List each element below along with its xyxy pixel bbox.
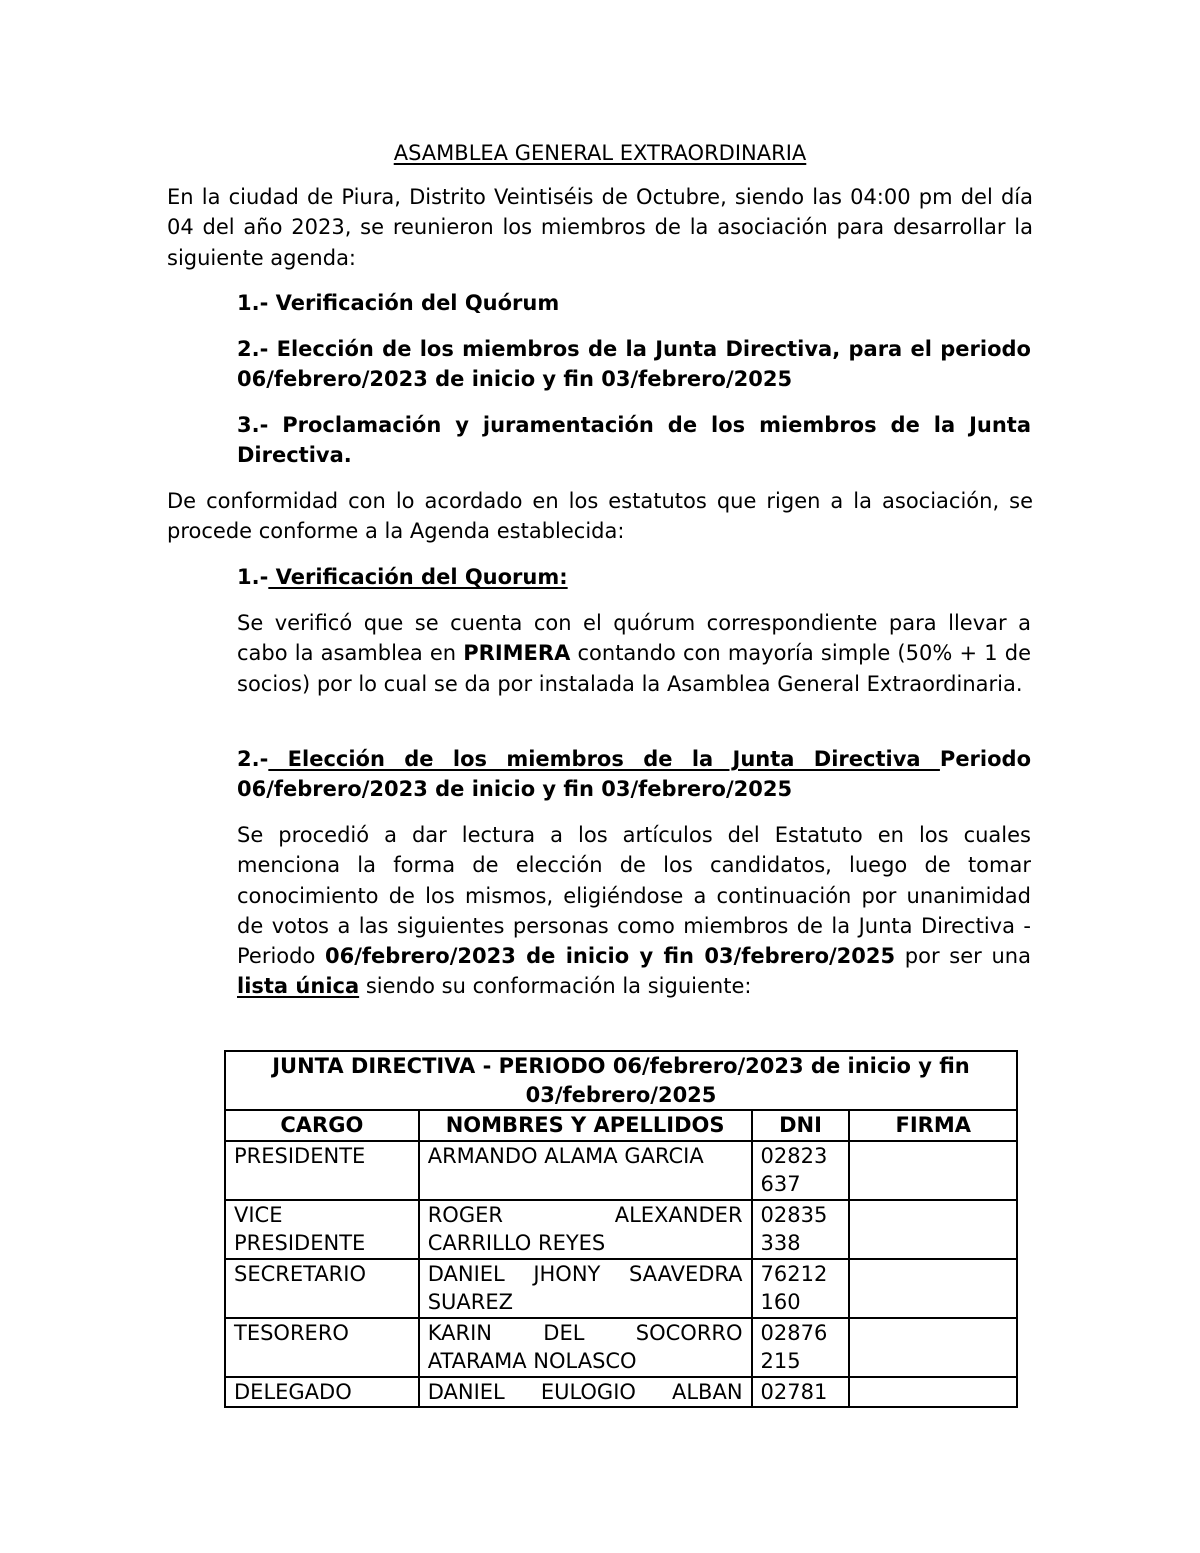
section1-number: 1.- — [237, 565, 269, 589]
cell-nombre: ARMANDO ALAMA GARCIA — [419, 1141, 752, 1200]
document-title: ASAMBLEA GENERAL EXTRAORDINARIA — [393, 141, 807, 165]
header-nombres: NOMBRES Y APELLIDOS — [419, 1110, 752, 1141]
section1-title: Verificación del Quorum: — [268, 565, 568, 589]
table-row — [225, 1318, 1017, 1377]
section2-text-bold: 06/febrero/2023 de inicio y fin 03/febrero/2025 — [325, 944, 896, 969]
section1-heading — [237, 562, 1031, 592]
cell-dni: 02835 338 — [752, 1200, 850, 1259]
cell-cargo: PRESIDENTE — [225, 1141, 419, 1200]
cell-dni: 76212 160 — [752, 1259, 850, 1318]
cell-nombre: DANIEL JHONY SAAVEDRA SUAREZ — [419, 1259, 752, 1318]
table-row — [225, 1141, 1017, 1200]
conformidad-paragraph: De conformidad con lo acordado en los estatutos que rigen a la asociación, se procede conforme a la Agenda establecida: — [167, 489, 1033, 544]
cell-cargo: TESORERO — [225, 1318, 419, 1377]
section2-text-b: por ser una — [895, 944, 1031, 969]
agenda-item-1: 1.- Verificación del Quórum — [237, 291, 560, 315]
section2-paragraph — [237, 820, 1031, 1002]
cell-firma — [849, 1259, 1017, 1318]
section2-text-underline: lista única — [237, 974, 360, 999]
cell-nombre: ROGER ALEXANDER CARRILLO REYES — [419, 1200, 752, 1259]
cell-nombre: DANIEL EULOGIO ALBAN — [419, 1377, 752, 1408]
section2-title: Elección de los miembros de la Junta Directiva — [268, 747, 940, 771]
table-row — [225, 1259, 1017, 1318]
agenda-item-2: 2.- Elección de los miembros de la Junta Directiva, para el periodo 06/febrero/2023 de inicio y fin 03/febrero/2025 — [237, 337, 1031, 392]
section2-heading — [237, 744, 1031, 805]
section2-title-tail: Periodo 06/febrero/2023 de inicio y fin 03/febrero/2025 — [237, 747, 1031, 802]
header-firma: FIRMA — [849, 1110, 1017, 1141]
cell-nombre: KARIN DEL SOCORRO ATARAMA NOLASCO — [419, 1318, 752, 1377]
section2-text-a: Se procedió a dar lectura a los artículos del Estatuto en los cuales menciona la forma de elección de los candidatos, luego de tomar conocimiento de los mismos, eligiéndose a continuación por unanimidad de votos a las siguientes personas como miembros de la Junta Directiva - Periodo — [237, 823, 1031, 969]
table-header-row — [225, 1110, 1017, 1141]
table-row — [225, 1200, 1017, 1259]
cell-dni: 02823 637 — [752, 1141, 850, 1200]
section1-text-a: Se verificó que se cuenta con el quórum correspondiente para llevar a cabo la asamblea en — [237, 611, 1031, 666]
cell-firma — [849, 1318, 1017, 1377]
intro-paragraph: En la ciudad de Piura, Distrito Veintiséis de Octubre, siendo las 04:00 pm del día 04 del año 2023, se reunieron los miembros de la asociación para desarrollar la siguiente agenda: — [167, 185, 1033, 270]
cell-dni: 02876 215 — [752, 1318, 850, 1377]
cell-cargo: VICE PRESIDENTE — [225, 1200, 419, 1259]
table-caption-row — [225, 1051, 1017, 1110]
agenda-item-3: 3.- Proclamación y juramentación de los miembros de la Junta Directiva. — [237, 413, 1031, 468]
section2-number: 2.- — [237, 747, 269, 771]
section1-text-b: contando con mayoría simple (50% + 1 de socios) por lo cual se da por instalada la Asamblea General Extraordinaria. — [237, 641, 1031, 696]
table-row — [225, 1377, 1017, 1408]
cell-firma — [849, 1141, 1017, 1200]
junta-directiva-table — [224, 1050, 1018, 1408]
section1-paragraph — [237, 608, 1031, 699]
section1-text-bold: PRIMERA — [463, 641, 571, 666]
cell-cargo: SECRETARIO — [225, 1259, 419, 1318]
cell-dni: 02781 — [752, 1377, 850, 1408]
section2-text-c: siendo su conformación la siguiente: — [359, 974, 752, 999]
cell-firma — [849, 1200, 1017, 1259]
cell-firma — [849, 1377, 1017, 1408]
cell-cargo: DELEGADO — [225, 1377, 419, 1408]
header-cargo: CARGO — [225, 1110, 419, 1141]
header-dni: DNI — [752, 1110, 850, 1141]
table-caption: JUNTA DIRECTIVA - PERIODO 06/febrero/2023 de inicio y fin 03/febrero/2025 — [225, 1051, 1017, 1110]
